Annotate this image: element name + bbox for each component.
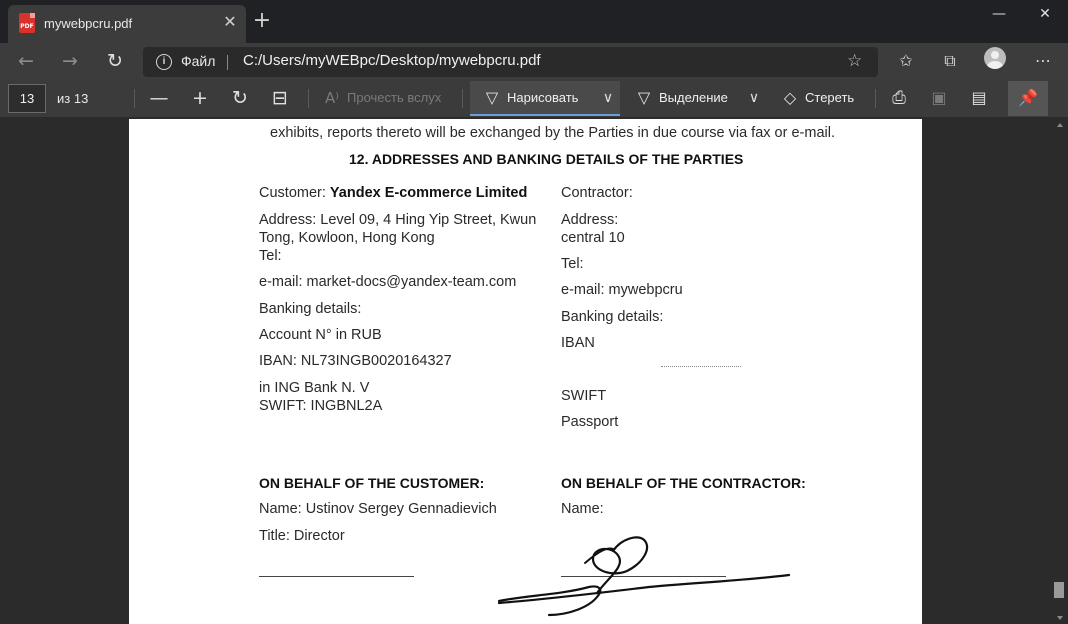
customer-signatory-title: Title: Director	[259, 528, 345, 544]
contractor-signature-heading: ON BEHALF OF THE CONTRACTOR:	[561, 475, 806, 491]
customer-banking-label: Banking details:	[259, 301, 362, 317]
pdf-toolbar	[0, 79, 1068, 118]
customer-bank: in ING Bank N. V	[259, 380, 370, 396]
section-title: 12. ADDRESSES AND BANKING DETAILS OF THE PARTIES	[349, 151, 744, 167]
pdf-viewport[interactable]	[0, 119, 1068, 624]
forward-button[interactable]: →	[62, 50, 78, 72]
customer-swift: SWIFT: INGBNL2A	[259, 398, 383, 414]
contractor-swift: SWIFT	[561, 388, 607, 404]
customer-tel: Tel:	[259, 248, 282, 264]
url-text[interactable]: C:/Users/myWEBpc/Desktop/mywebpcru.pdf	[243, 52, 541, 69]
customer-signature-line	[259, 576, 414, 577]
contractor-label: Contractor:	[561, 185, 633, 201]
customer-address-line: Tong, Kowloon, Hong Kong	[259, 230, 435, 246]
customer-iban: IBAN: NL73INGB0020164327	[259, 353, 452, 369]
pin-icon: 📌	[1018, 88, 1038, 107]
redaction-trace	[661, 366, 741, 368]
page-number-input[interactable]: 13	[8, 84, 46, 113]
collections-icon[interactable]: ⧉	[944, 51, 956, 70]
minimize-button[interactable]: —	[992, 6, 1006, 22]
customer-email: e-mail: market-docs@yandex-team.com	[259, 274, 517, 290]
handwritten-signature	[489, 529, 799, 624]
contractor-address-line: Address:	[561, 212, 619, 228]
customer-signatory-name: Name: Ustinov Sergey Gennadievich	[259, 501, 497, 517]
toolbar-divider	[308, 89, 309, 108]
toolbar-divider	[134, 89, 135, 108]
file-scheme-label: Файл	[181, 53, 216, 69]
customer-label: Customer: Yandex E-commerce Limited	[259, 185, 528, 201]
more-menu-icon[interactable]: ⋯	[1035, 51, 1051, 70]
read-aloud-icon: A⁾	[325, 89, 339, 107]
scroll-down-arrow-icon[interactable]	[1057, 616, 1063, 620]
customer-address-line: Address: Level 09, 4 Hing Yip Street, Kwun	[259, 212, 537, 228]
save-icon: ▣	[931, 88, 947, 107]
contractor-address-line: central 10	[561, 230, 625, 246]
maximize-button[interactable]	[977, 0, 1023, 28]
favorites-icon[interactable]: ✩	[899, 51, 913, 70]
profile-avatar[interactable]	[984, 47, 1006, 69]
fit-page-icon[interactable]: ⊟	[272, 87, 288, 109]
rotate-icon[interactable]: ↻	[232, 87, 248, 109]
customer-signature-heading: ON BEHALF OF THE CUSTOMER:	[259, 475, 485, 491]
read-aloud-button[interactable]: Прочесть вслух	[347, 90, 442, 105]
contractor-tel: Tel:	[561, 256, 584, 272]
contractor-signatory-name: Name:	[561, 501, 604, 517]
highlight-button[interactable]: Выделение	[659, 90, 728, 105]
new-tab-button[interactable]: +	[252, 8, 272, 33]
customer-account: Account N° in RUB	[259, 327, 382, 343]
zoom-in-icon[interactable]: +	[192, 87, 208, 109]
save-as-icon[interactable]: ▤	[971, 88, 987, 107]
address-bar-row	[0, 43, 1068, 79]
pdf-file-icon: PDF	[19, 13, 35, 33]
contractor-email: e-mail: mywebpcru	[561, 282, 683, 298]
zoom-out-icon[interactable]: —	[149, 87, 169, 109]
print-icon[interactable]: ⎙	[892, 88, 906, 108]
contractor-passport: Passport	[561, 414, 619, 430]
address-bar[interactable]	[143, 47, 878, 77]
toolbar-divider	[462, 89, 463, 108]
browser-tab[interactable]	[8, 5, 246, 43]
tab-title: mywebpcru.pdf	[44, 16, 133, 31]
page-total-label: из 13	[57, 91, 89, 106]
eraser-icon: ◇	[783, 88, 797, 107]
toolbar-divider	[875, 89, 876, 108]
refresh-button[interactable]: ↻	[107, 50, 123, 72]
favorite-star-icon[interactable]: ☆	[847, 51, 863, 71]
scroll-up-arrow-icon[interactable]	[1057, 123, 1063, 127]
draw-label: Нарисовать	[507, 90, 579, 105]
highlight-icon: ▽	[637, 88, 651, 107]
address-separator	[227, 55, 228, 70]
erase-button[interactable]: Стереть	[805, 90, 855, 105]
contractor-banking-label: Banking details:	[561, 309, 664, 325]
vertical-scrollbar[interactable]	[1052, 119, 1068, 624]
draw-pen-icon: ▽	[485, 88, 499, 107]
info-icon[interactable]: i	[156, 54, 172, 70]
pdf-page	[129, 119, 922, 624]
tab-close-button[interactable]: ✕	[223, 14, 237, 31]
close-window-button[interactable]: ✕	[1039, 6, 1051, 22]
contractor-iban: IBAN	[561, 335, 595, 351]
draw-options-chevron-icon[interactable]: ∨	[602, 90, 614, 106]
scroll-thumb[interactable]	[1054, 582, 1064, 598]
tab-strip	[0, 0, 1068, 43]
back-button[interactable]: ←	[18, 50, 34, 72]
highlight-options-chevron-icon[interactable]: ∨	[748, 90, 760, 106]
doc-text-line: exhibits, reports thereto will be exchanged by the Parties in due course via fax or e-mail.	[270, 125, 835, 141]
